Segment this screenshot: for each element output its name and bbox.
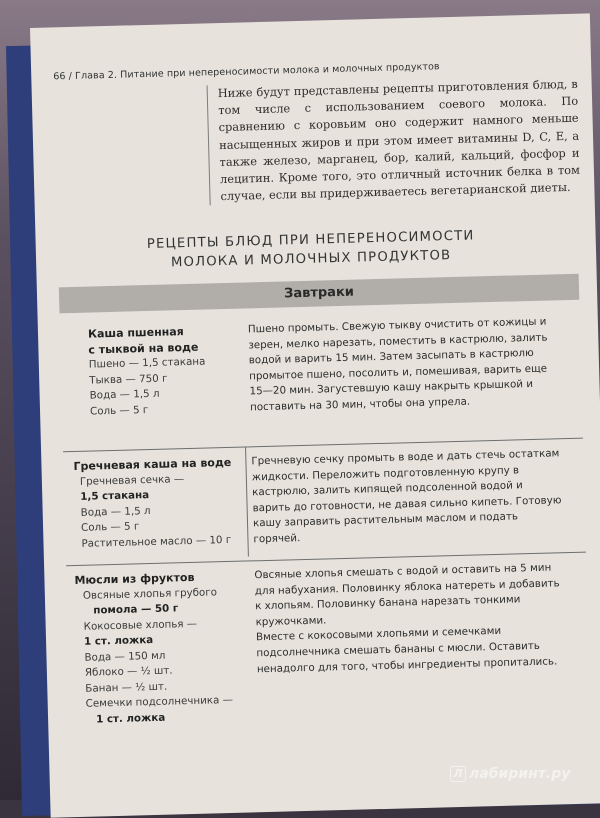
ingredient: Вода — 1,5 л <box>80 504 151 519</box>
recipe-millet-porridge <box>60 314 583 448</box>
recipe-title: с тыквой на воде <box>88 340 199 357</box>
ingredient: помола — 50 г <box>93 602 179 617</box>
recipe-title: Гречневая каша на воде <box>73 455 232 474</box>
ingredient: Пшено — 1,5 стакана <box>88 355 206 371</box>
recipe-title: Каша пшенная <box>87 325 184 341</box>
method-paragraph: Овсяные хлопья смешать с водой и оставить на 5 мин для набухания. Половинку яблока натереть и добавить к хлопьям. Половинку банана нарезать тонкими кружочками. <box>254 561 560 629</box>
book-page <box>30 13 600 817</box>
ingredient: Кокосовые хлопья — <box>83 617 198 633</box>
recipe-method <box>254 560 567 677</box>
site-watermark <box>450 766 570 782</box>
ingredient: Растительное масло — 10 г <box>81 533 232 550</box>
recipe-buckwheat-porridge <box>63 446 585 560</box>
ingredient: Тыква — 750 г <box>89 372 168 387</box>
recipe-fruit-muesli <box>66 560 590 744</box>
recipe-ingredients <box>60 323 242 421</box>
ingredient: Соль — 5 г <box>89 403 149 418</box>
ingredient: 1,5 стакана <box>80 489 150 503</box>
ingredient: 1 ст. ложка <box>95 711 166 726</box>
ingredient: 1 ст. ложка <box>83 633 154 648</box>
recipe-ingredients <box>63 455 245 553</box>
section-heading-line2: МОЛОКА И МОЛОЧНЫХ ПРОДУКТОВ <box>170 248 452 271</box>
ingredient: Вода — 1,5 л <box>89 387 160 402</box>
running-head: 66 / Глава 2. Питание при непереносимости молока и молочных продуктов <box>53 61 440 83</box>
ingredient: Семечки подсолнечника — <box>85 693 234 710</box>
ingredient: Яблоко — ½ шт. <box>84 664 173 679</box>
ingredient: Вода — 150 мл <box>84 649 166 664</box>
labirint-logo-icon: Л <box>450 766 466 782</box>
recipe-title: Мюсли из фруктов <box>74 570 195 588</box>
category-band: Завтраки <box>59 274 580 314</box>
watermark-text: лабиринт.ру <box>469 766 571 782</box>
intro-paragraph: Ниже будут представлены рецепты приготовления блюд, в том числе с использованием соевого молока. По сравнению с коровьим оно содержит намного меньше насыщенных жиров и при этом имеет витамины D, C, E, а также железо, марганец, бор, калий, кальций, фосфор и лецитин. Кроме того, это отличный источник белка в том случае, если вы придерживаетесь вегетарианской диеты. <box>207 76 581 206</box>
recipe-method: Гречневую сечку промыть в воде и дать стечь остаткам жидкости. Переложить подготовленную крупу в кастрюлю, залить кипящей подсоленной водой и варить до готовности, не давая сильно кипеть. Готовую кашу заправить растительным маслом и подать горячей. <box>251 447 562 546</box>
recipe-method: Пшено промыть. Свежую тыкву очистить от кожицы и зерен, мелко нарезать, поместить в кастрюлю, залить водой и варить 15 мин. Затем засыпать в кастрюлю промытое пшено, посолить и, помешивая, варить еще 15—20 мин. Загустевшую кашу накрыть крышкой и поставить на 30 мин, чтобы она упрела. <box>247 315 548 414</box>
method-paragraph: Вместе с кокосовыми хлопьями и семечками подсолнечника смешать бананы с мюсли. Оставить ненадолго для того, чтобы ингредиенты пропитались. <box>255 625 558 675</box>
ingredient: Соль — 5 г <box>80 520 140 534</box>
recipe-ingredients <box>66 569 250 729</box>
ingredient: Овсяные хлопья грубого <box>82 585 218 602</box>
section-heading-line1: РЕЦЕПТЫ БЛЮД ПРИ НЕПЕРЕНОСИМОСТИ <box>146 228 475 253</box>
ingredient: Гречневая сечка — <box>79 472 185 488</box>
ingredient: Банан — ½ шт. <box>85 680 168 695</box>
section-heading <box>95 225 526 274</box>
